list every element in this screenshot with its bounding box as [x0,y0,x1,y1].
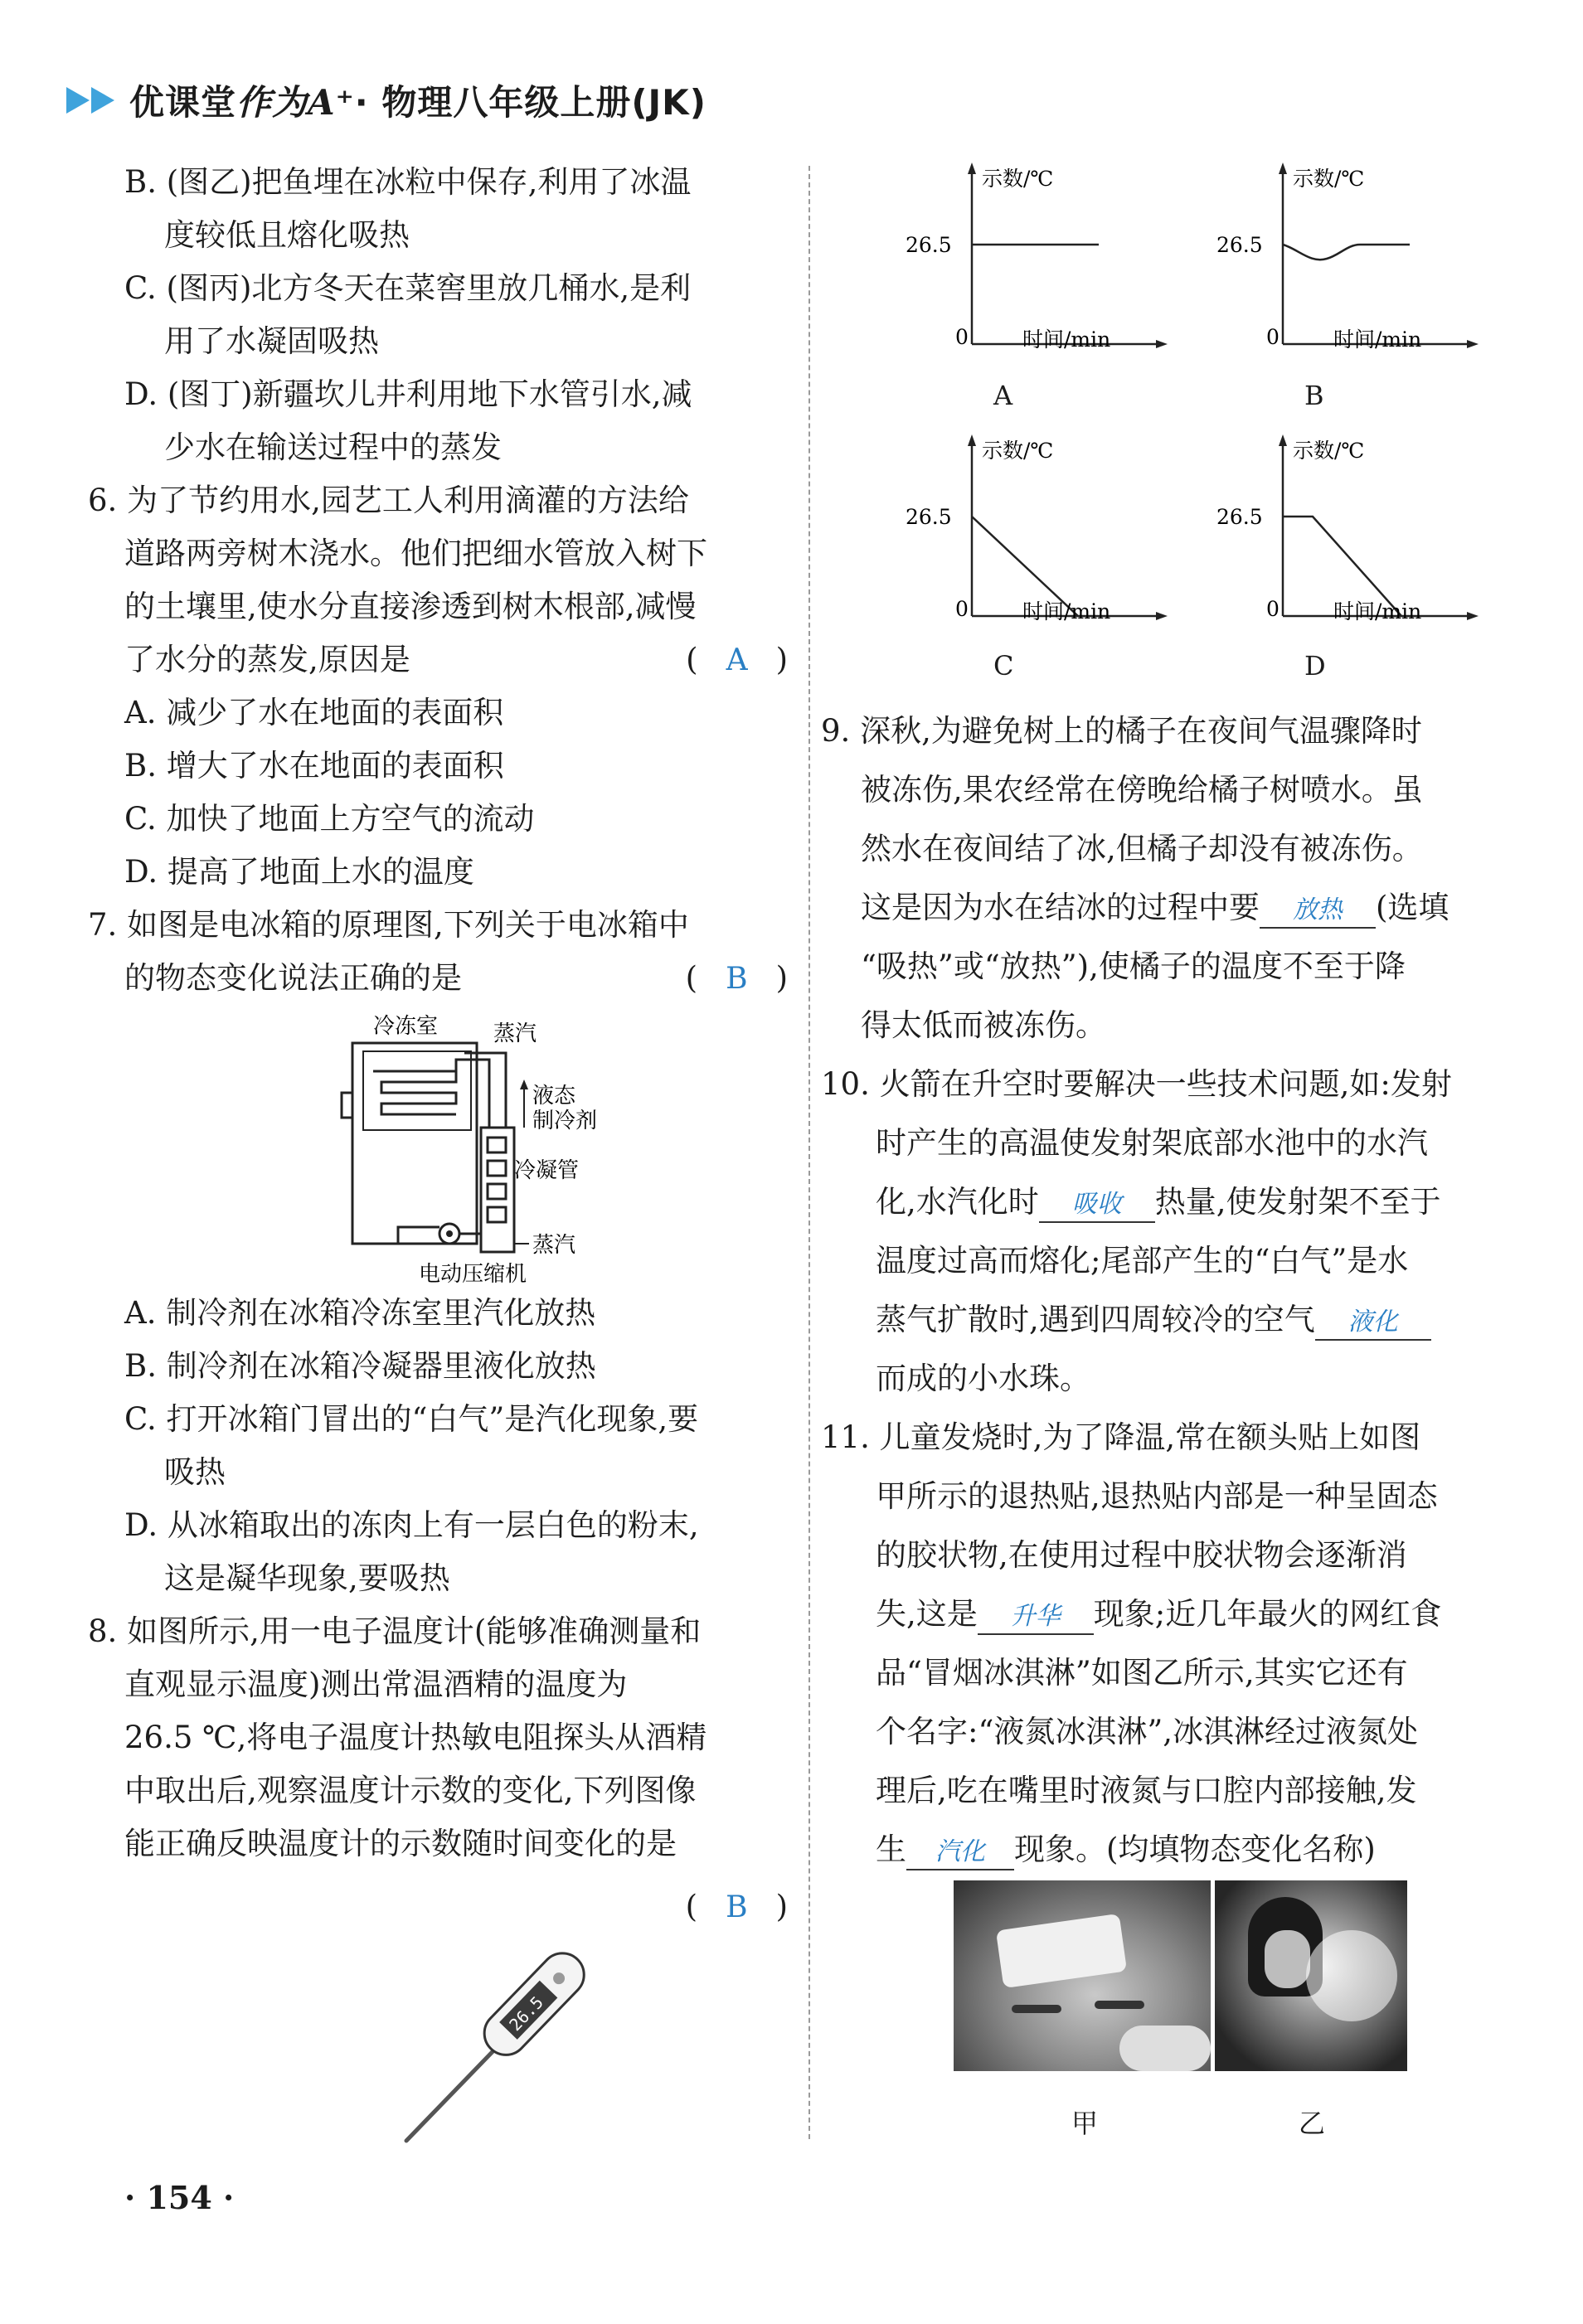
q9-l1: 9. 深秋,为避免树上的橘子在夜间气温骤降时 [821,713,1422,749]
q5-optD-l1: D. (图丁)新疆坎儿井利用地下水管引水,减 [124,376,692,412]
graph-D [1207,429,1480,645]
graph-origin-label: 0 [955,325,969,349]
q6-answer-paren: ( A ) [686,642,788,677]
column-divider [808,166,810,2139]
q6-l2: 道路两旁树木浇水。他们把细水管放入树下 [124,536,707,571]
q8-l3: 26.5 ℃,将电子温度计热敏电阻探头从酒精 [124,1720,707,1755]
q6-l4 [124,633,788,687]
q8-l4: 中取出后,观察温度计示数的变化,下列图像 [124,1773,697,1808]
q11-blank1: 升华 [978,1600,1094,1635]
graph-D-letter: D [1304,650,1326,682]
q11-l8a: 生 [876,1832,906,1867]
q11-l6: 个名字:“液氮冰淇淋”,冰淇淋经过液氮处 [876,1714,1419,1749]
q7-optC-l1: C. 打开冰箱门冒出的“白气”是汽化现象,要 [124,1401,699,1437]
graph-origin-label: 0 [955,597,969,621]
graph-y-arrow-icon [968,434,976,446]
q5-optC-l1: C. (图丙)北方冬天在菜窖里放几桶水,是利 [124,270,692,306]
q6-l4-text: 了水分的蒸发,原因是 [124,642,410,677]
graph-x-arrow-icon [1467,612,1479,620]
graph-y-arrow-icon [1279,163,1287,174]
graph-x-arrow-icon [1156,612,1168,620]
q11-l2: 甲所示的退热贴,退热贴内部是一种呈固态 [876,1478,1438,1514]
title-prefix: 优课堂 [129,82,237,123]
q11-blank2: 汽化 [906,1836,1014,1870]
q7-optB: B. 制冷剂在冰箱冷凝器里液化放热 [124,1348,596,1384]
header-arrows-icon [66,87,116,114]
q8-answer-line [124,1870,788,1933]
graph-y-label: 示数/℃ [1293,439,1365,463]
graph-B [1207,158,1480,373]
graph-origin-label: 0 [1266,597,1280,621]
q8-l1: 8. 如图所示,用一电子温度计(能够准确测量和 [88,1613,702,1649]
q10-l4: 温度过高而熔化;尾部产生的“白气”是水 [876,1243,1409,1278]
q11-l5: 品“冒烟冰淇淋”如图乙所示,其实它还有 [876,1655,1408,1691]
graph-value-label: 26.5 [906,505,952,529]
graph-A-letter: A [993,380,1013,411]
q11-l4a: 失,这是 [876,1596,978,1632]
graph-x-label: 时间/min [1022,327,1111,352]
graph-y-arrow-icon [1279,434,1287,446]
page-header [66,71,707,129]
fridge-label-freezer: 冷冻室 [373,1014,439,1039]
graph-y-label: 示数/℃ [982,439,1054,463]
q7-l2 [124,952,788,1005]
q9-l6: 得太低而被冻伤。 [861,1007,1106,1043]
q9-l4 [821,878,1484,937]
graph-B-letter: B [1304,380,1324,411]
title-suffix: · 物理八年级上册(JK) [354,82,707,123]
q11-l7: 理后,吃在嘴里时液氮与口腔内部接触,发 [876,1773,1417,1808]
vapor-cloud-shape [1306,1930,1397,2021]
fridge-label-liquid-2: 制冷剂 [532,1109,598,1133]
q7-optD-l2: 这是凝华现象,要吸热 [164,1560,450,1596]
fridge-label-vapor-top: 蒸汽 [493,1021,537,1046]
q6-optB: B. 增大了水在地面的表面积 [124,748,504,784]
q10-l2: 时产生的高温使发射架底部水池中的水汽 [876,1125,1428,1161]
graph-x-label: 时间/min [1022,599,1111,623]
mitten-shape [1119,2026,1211,2071]
q9-l4b: (选填 [1376,890,1449,925]
closed-eye-left [1012,2005,1061,2013]
closed-eye-right [1095,2001,1144,2009]
graph-x-label: 时间/min [1333,599,1422,623]
fridge-label-condenser: 冷凝管 [514,1158,580,1183]
q9-l5: “吸热”或“放热”),使橘子的温度不至于降 [861,949,1406,984]
q5-optB-l1: B. (图乙)把鱼埋在冰粒中保存,利用了冰温 [124,164,692,200]
q8-l2: 直观显示温度)测出常温酒精的温度为 [124,1667,628,1702]
fever-patch-shape [996,1914,1127,1988]
photo-smoking-icecream [1215,1880,1407,2071]
q11-l3: 的胶状物,在使用过程中胶状物会逐渐消 [876,1537,1407,1573]
photo-label-left: 甲 [1071,2108,1099,2139]
q5-optB-l2: 度较低且熔化吸热 [164,217,410,253]
graph-x-arrow-icon [1467,340,1479,348]
q9-l4a: 这是因为水在结冰的过程中要 [861,890,1260,925]
graph-C [896,429,1169,645]
fridge-label-vapor-bottom: 蒸汽 [532,1233,576,1258]
graph-curve [1283,245,1410,260]
q11-l8b: 现象。(均填物态变化名称) [1014,1832,1376,1867]
q7-answer: B [726,962,748,996]
graph-x-arrow-icon [1156,340,1168,348]
graph-y-arrow-icon [968,163,976,174]
q6-l3: 的土壤里,使水分直接渗透到树木根部,减慢 [124,589,697,624]
graph-x-label: 时间/min [1333,327,1422,352]
q11-l4b: 现象;近几年最火的网红食 [1093,1596,1442,1632]
graph-value-label: 26.5 [1216,233,1263,257]
q10-l1: 10. 火箭在升空时要解决一些技术问题,如:发射 [821,1066,1452,1102]
q6-optA: A. 减少了水在地面的表面积 [124,695,504,730]
q11-l4 [821,1584,1484,1643]
q10-l3 [821,1172,1484,1231]
graph-A [896,158,1169,373]
q6-answer: A [726,643,748,677]
q6-optC: C. 加快了地面上方空气的流动 [124,801,535,837]
q9-l2: 被冻伤,果农经常在傍晚给橘子树喷水。虽 [861,772,1423,808]
q6-l1: 6. 为了节约用水,园艺工人利用滴灌的方法给 [88,483,689,518]
q11-l1: 11. 儿童发烧时,为了降温,常在额头贴上如图 [821,1419,1421,1455]
fridge-label-liquid-1: 液态 [532,1084,576,1109]
right-column [821,701,1484,1879]
q10-l5a: 蒸气扩散时,遇到四周较冷的空气 [876,1302,1315,1337]
q10-l3a: 化,水汽化时 [876,1184,1039,1220]
q8-l5: 能正确反映温度计的示数随时间变化的是 [124,1826,677,1861]
title-script: 作为A⁺ [236,82,355,123]
page-number: · 154 · [124,2179,235,2216]
graph-C-letter: C [993,650,1014,682]
q11-l8 [821,1820,1484,1879]
thermometer-image [373,1940,589,2156]
q10-l6: 而成的小水珠。 [876,1361,1090,1396]
q10-l5 [821,1290,1484,1349]
q9-blank: 放热 [1260,894,1376,929]
person-face-shape [1265,1930,1310,1988]
q7-answer-paren: ( B ) [685,960,788,996]
q7-optD-l1: D. 从冰箱取出的冻肉上有一层白色的粉末, [124,1507,699,1543]
fridge-diagram [315,1003,630,1285]
thermometer-reading: 26.5 [505,1992,547,2035]
q9-l3: 然水在夜间结了冰,但橘子却没有被冻伤。 [861,831,1423,866]
photo-fever-patch [954,1880,1211,2071]
graph-origin-label: 0 [1266,325,1280,349]
q8-answer: B [726,1890,748,1924]
q7-optA: A. 制冷剂在冰箱冷冻室里汽化放热 [124,1295,596,1331]
graph-y-label: 示数/℃ [1293,167,1365,191]
q10-l3b: 热量,使发射架不至于 [1154,1184,1441,1220]
graph-y-label: 示数/℃ [982,167,1054,191]
photo-label-right: 乙 [1299,2108,1326,2139]
fridge-label-compressor: 电动压缩机 [419,1262,527,1285]
q8-answer-paren: ( B ) [685,1889,788,1924]
q5-optC-l2: 用了水凝固吸热 [164,323,379,359]
book-title [129,75,707,125]
q6-optD: D. 提高了地面上水的温度 [124,854,474,890]
q7-l2-text: 的物态变化说法正确的是 [124,960,462,996]
q7-l1: 7. 如图是电冰箱的原理图,下列关于电冰箱中 [88,907,689,943]
graph-value-label: 26.5 [1216,505,1263,529]
q10-blank2: 液化 [1315,1306,1431,1341]
graph-value-label: 26.5 [906,233,952,257]
q7-optC-l2: 吸热 [164,1454,226,1490]
q10-blank1: 吸收 [1039,1188,1155,1223]
q5-optD-l2: 少水在输送过程中的蒸发 [164,429,502,465]
